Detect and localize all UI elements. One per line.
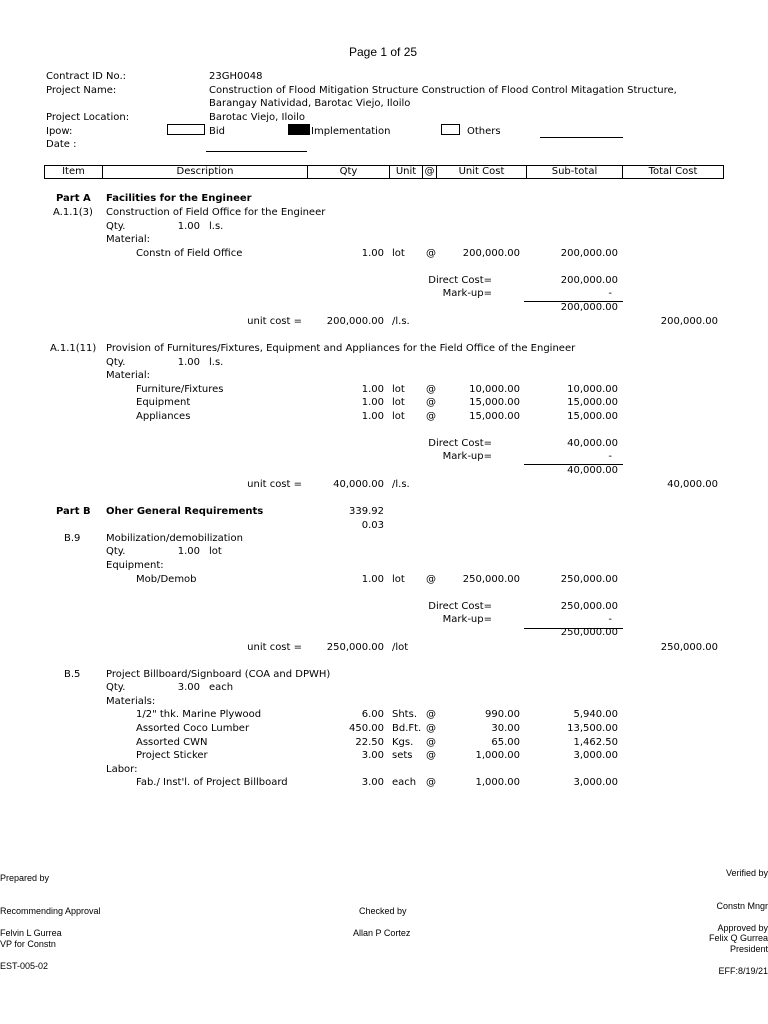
contract-id-label: Contract ID No.: xyxy=(46,71,126,82)
col-unit: Unit xyxy=(389,165,423,179)
markup-label: Mark-up= xyxy=(442,614,492,625)
line-at: @ xyxy=(426,723,436,734)
line-unit: lot xyxy=(392,384,405,395)
line-subtotal: 13,500.00 xyxy=(567,723,618,734)
line-desc: Mob/Demob xyxy=(136,574,197,585)
part-b-title: Oher General Requirements xyxy=(106,506,264,517)
line-subtotal: 3,000.00 xyxy=(573,750,618,761)
item-code: A.1.1(11) xyxy=(50,343,97,354)
total-cost: 40,000.00 xyxy=(667,479,718,490)
line-unit-cost: 30.00 xyxy=(491,723,520,734)
line-unit-cost: 10,000.00 xyxy=(469,384,520,395)
direct-cost: 40,000.00 xyxy=(567,438,618,449)
unit-cost-value: 200,000.00 xyxy=(326,316,384,327)
project-location: Barotac Viejo, Iloilo xyxy=(209,112,306,123)
item-code: B.9 xyxy=(64,533,81,544)
implementation-label: Implementation xyxy=(311,126,391,137)
line-qty: 22.50 xyxy=(355,737,384,748)
checked-by-label: Checked by xyxy=(359,906,407,916)
line-qty: 1.00 xyxy=(361,411,384,422)
line-unit: Bd.Ft. xyxy=(392,723,422,734)
bid-label: Bid xyxy=(209,126,225,137)
verified-by-label: Verified by xyxy=(725,868,768,878)
item-title: Provision of Furnitures/Fixtures, Equipment and Appliances for the Field Office of the Engineer xyxy=(106,343,576,354)
project-name-label: Project Name: xyxy=(46,85,117,96)
part-b-value-1: 339.92 xyxy=(349,506,384,517)
item-qty-unit: l.s. xyxy=(209,221,224,232)
item-qty: 1.00 xyxy=(177,221,200,232)
others-label: Others xyxy=(467,126,501,137)
item-qty: 1.00 xyxy=(177,357,200,368)
line-qty: 1.00 xyxy=(361,248,384,259)
others-line xyxy=(540,137,623,138)
line-unit: Kgs. xyxy=(392,737,414,748)
item-qty-unit: l.s. xyxy=(209,357,224,368)
item-title: Project Billboard/Signboard (COA and DPWH) xyxy=(106,669,331,680)
total-cost: 200,000.00 xyxy=(660,316,718,327)
equipment-label: Equipment: xyxy=(106,560,164,571)
unit-cost-value: 250,000.00 xyxy=(326,642,384,653)
effectivity-date: EFF:8/19/21 xyxy=(718,966,768,976)
bid-checkbox xyxy=(167,124,205,135)
part-b-code: Part B xyxy=(56,506,91,517)
project-name: Construction of Flood Mitigation Structure Construction of Flood Control Mitagation Structure, xyxy=(209,85,677,96)
part-b-value-2: 0.03 xyxy=(361,520,384,531)
project-location-label: Project Location: xyxy=(46,112,130,123)
line-desc: Fab./ Inst'l. of Project Billboard xyxy=(136,777,288,788)
unit-cost-unit: /l.s. xyxy=(392,316,410,327)
implementation-checkbox-filled xyxy=(288,124,310,135)
line-subtotal: 250,000.00 xyxy=(560,574,618,585)
labor-label: Labor: xyxy=(106,764,138,775)
part-a-title: Facilities for the Engineer xyxy=(106,193,252,204)
line-desc: Constn of Field Office xyxy=(136,248,243,259)
sum-total: 40,000.00 xyxy=(567,465,618,476)
signatory-name: Felvin L Gurrea xyxy=(0,928,62,938)
line-unit: each xyxy=(392,777,417,788)
line-unit: lot xyxy=(392,397,405,408)
date-line xyxy=(206,151,307,152)
signatory-title: President xyxy=(729,944,768,954)
item-qty: 3.00 xyxy=(177,682,200,693)
signatory-title: VP for Constn xyxy=(0,939,56,949)
line-qty: 3.00 xyxy=(361,777,384,788)
contract-id: 23GH0048 xyxy=(209,71,263,82)
col-description: Description xyxy=(102,165,308,179)
line-unit: lot xyxy=(392,411,405,422)
col-unit-cost: Unit Cost xyxy=(436,165,527,179)
line-desc: 1/2" thk. Marine Plywood xyxy=(136,709,262,720)
qty-label: Qty. xyxy=(106,221,126,232)
line-qty: 3.00 xyxy=(361,750,384,761)
item-qty-unit: lot xyxy=(209,546,222,557)
line-qty: 450.00 xyxy=(349,723,384,734)
line-subtotal: 5,940.00 xyxy=(573,709,618,720)
direct-cost-label: Direct Cost= xyxy=(428,275,492,286)
line-at: @ xyxy=(426,709,436,720)
item-code: A.1.1(3) xyxy=(53,207,93,218)
date-label: Date : xyxy=(46,139,77,150)
line-desc: Project Sticker xyxy=(136,750,208,761)
others-checkbox xyxy=(441,124,460,135)
line-subtotal: 15,000.00 xyxy=(567,411,618,422)
line-desc: Furniture/Fixtures xyxy=(136,384,224,395)
markup: - xyxy=(608,614,612,625)
line-at: @ xyxy=(426,397,436,408)
line-unit-cost: 65.00 xyxy=(491,737,520,748)
line-qty: 1.00 xyxy=(361,397,384,408)
total-cost: 250,000.00 xyxy=(660,642,718,653)
ipow-label: Ipow: xyxy=(46,126,73,137)
item-title: Construction of Field Office for the Engineer xyxy=(106,207,326,218)
col-qty: Qty xyxy=(307,165,390,179)
line-unit: sets xyxy=(392,750,413,761)
line-unit-cost: 1,000.00 xyxy=(475,777,520,788)
line-unit: lot xyxy=(392,248,405,259)
unit-cost-value: 40,000.00 xyxy=(333,479,384,490)
project-name-line2: Barangay Natividad, Barotac Viejo, Iloilo xyxy=(209,98,411,109)
line-at: @ xyxy=(426,574,436,585)
markup: - xyxy=(608,288,612,299)
col-at: @ xyxy=(422,165,437,179)
qty-label: Qty. xyxy=(106,546,126,557)
qty-label: Qty. xyxy=(106,682,126,693)
markup-label: Mark-up= xyxy=(442,451,492,462)
material-label: Material: xyxy=(106,370,150,381)
line-unit: Shts. xyxy=(392,709,417,720)
line-subtotal: 10,000.00 xyxy=(567,384,618,395)
line-desc: Equipment xyxy=(136,397,191,408)
line-at: @ xyxy=(426,737,436,748)
qty-label: Qty. xyxy=(106,357,126,368)
line-subtotal: 1,462.50 xyxy=(573,737,618,748)
unit-cost-label: unit cost = xyxy=(247,479,302,490)
line-at: @ xyxy=(426,411,436,422)
line-desc: Appliances xyxy=(136,411,191,422)
line-qty: 1.00 xyxy=(361,574,384,585)
direct-cost-label: Direct Cost= xyxy=(428,601,492,612)
sum-total: 200,000.00 xyxy=(560,302,618,313)
direct-cost: 200,000.00 xyxy=(560,275,618,286)
unit-cost-unit: /lot xyxy=(392,642,409,653)
unit-cost-label: unit cost = xyxy=(247,316,302,327)
materials-label: Materials: xyxy=(106,696,156,707)
prepared-by-label: Prepared by xyxy=(0,873,50,883)
line-qty: 1.00 xyxy=(361,384,384,395)
line-at: @ xyxy=(426,750,436,761)
line-unit-cost: 15,000.00 xyxy=(469,411,520,422)
direct-cost-label: Direct Cost= xyxy=(428,438,492,449)
part-a-code: Part A xyxy=(56,193,91,204)
unit-cost-label: unit cost = xyxy=(247,642,302,653)
item-qty: 1.00 xyxy=(177,546,200,557)
line-qty: 6.00 xyxy=(361,709,384,720)
line-at: @ xyxy=(426,777,436,788)
line-desc: Assorted CWN xyxy=(136,737,208,748)
line-at: @ xyxy=(426,248,436,259)
markup: - xyxy=(608,451,612,462)
direct-cost: 250,000.00 xyxy=(560,601,618,612)
line-subtotal: 15,000.00 xyxy=(567,397,618,408)
signatory-name: Allan P Cortez xyxy=(353,928,411,938)
item-code: B.5 xyxy=(64,669,81,680)
line-unit-cost: 1,000.00 xyxy=(475,750,520,761)
line-unit-cost: 250,000.00 xyxy=(462,574,520,585)
page-number: Page 1 of 25 xyxy=(349,45,418,59)
line-at: @ xyxy=(426,384,436,395)
col-item: Item xyxy=(44,165,103,179)
markup-label: Mark-up= xyxy=(442,288,492,299)
approved-by-label: Approved by xyxy=(717,923,768,933)
line-unit: lot xyxy=(392,574,405,585)
col-subtotal: Sub-total xyxy=(526,165,623,179)
form-code: EST-005-02 xyxy=(0,961,49,971)
signatory-name: Felix Q Gurrea xyxy=(708,933,768,943)
sum-total: 250,000.00 xyxy=(560,627,618,638)
line-subtotal: 3,000.00 xyxy=(573,777,618,788)
item-qty-unit: each xyxy=(209,682,234,693)
material-label: Material: xyxy=(106,234,150,245)
constn-mngr-label: Constn Mngr xyxy=(716,901,768,911)
unit-cost-unit: /l.s. xyxy=(392,479,410,490)
line-unit-cost: 990.00 xyxy=(485,709,520,720)
line-unit-cost: 15,000.00 xyxy=(469,397,520,408)
line-unit-cost: 200,000.00 xyxy=(462,248,520,259)
recommending-approval-label: Recommending Approval xyxy=(0,906,101,916)
item-title: Mobilization/demobilization xyxy=(106,533,243,544)
col-total-cost: Total Cost xyxy=(622,165,724,179)
line-subtotal: 200,000.00 xyxy=(560,248,618,259)
line-desc: Assorted Coco Lumber xyxy=(136,723,250,734)
